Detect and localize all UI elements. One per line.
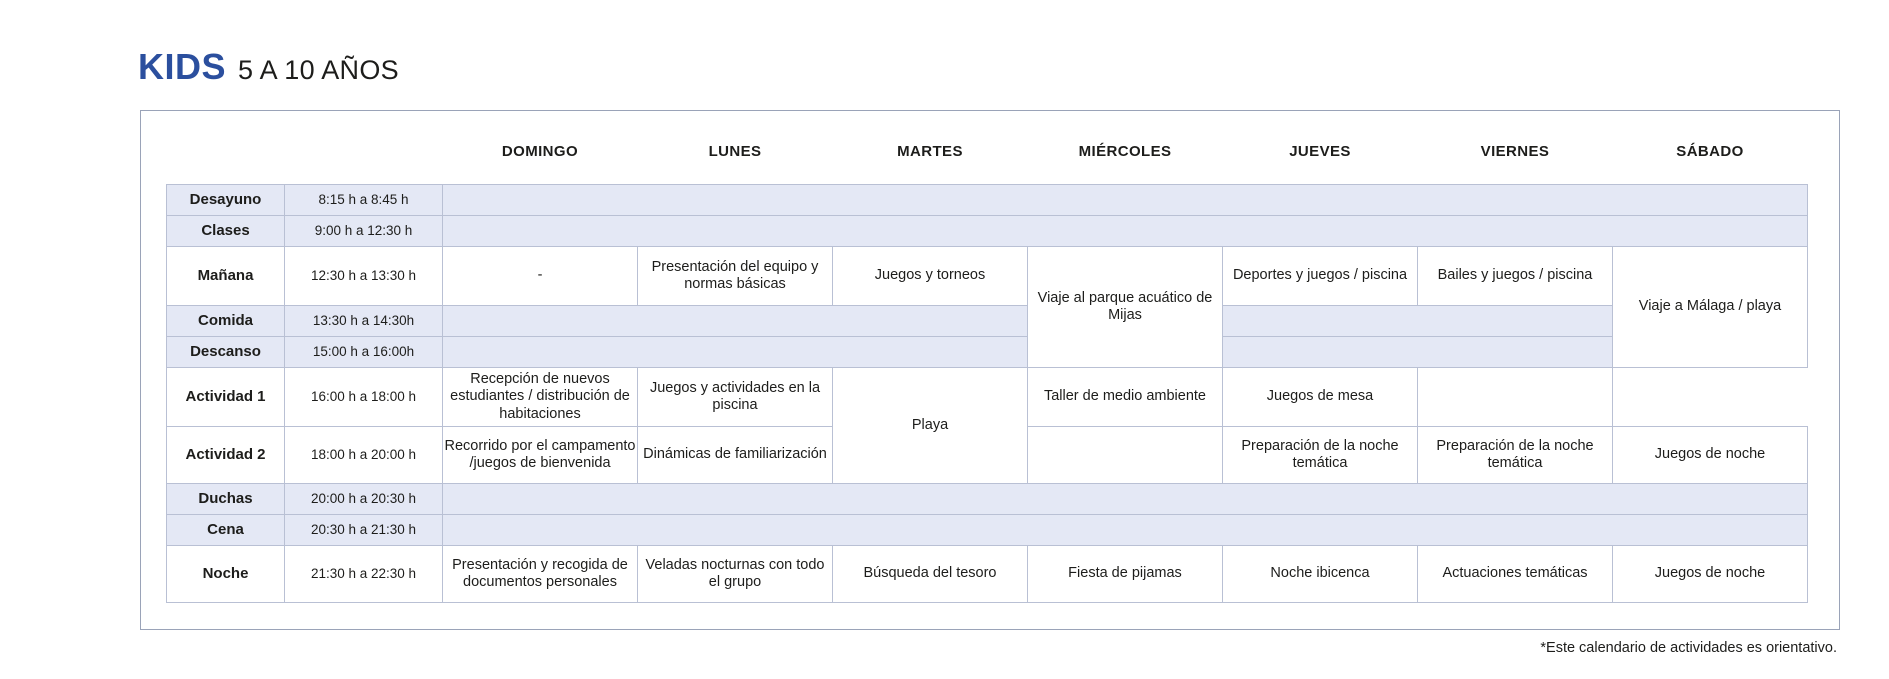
header-blank-label [167, 130, 285, 185]
row-span-cell-left [443, 306, 1028, 337]
row-time: 12:30 h a 13:30 h [285, 247, 443, 306]
cell-noche-viernes: Actuaciones temáticas [1418, 546, 1613, 603]
page-title-sub: 5 A 10 AÑOS [238, 55, 399, 85]
cell-actividad1-sabado [1418, 368, 1613, 427]
row-label: Mañana [167, 247, 285, 306]
day-header-lunes: LUNES [708, 143, 762, 160]
day-header-miercoles: MIÉRCOLES [1078, 143, 1172, 160]
table-row [167, 247, 1808, 306]
row-span-cell-left [443, 337, 1028, 368]
day-header-martes: MARTES [897, 143, 963, 160]
cell-actividad1-domingo: Recepción de nuevos estudiantes / distribución de habitaciones [443, 368, 638, 427]
row-span-cell [443, 515, 1808, 546]
table-row [167, 484, 1808, 515]
row-label: Descanso [167, 337, 285, 368]
row-time: 8:15 h a 8:45 h [285, 185, 443, 216]
table-row [167, 185, 1808, 216]
row-label: Noche [167, 546, 285, 603]
row-label: Desayuno [167, 185, 285, 216]
cell-actividad1-lunes: Juegos y actividades en la piscina [638, 368, 833, 427]
row-label: Clases [167, 216, 285, 247]
row-label: Actividad 2 [167, 427, 285, 484]
cell-actividad2-miercoles [1028, 427, 1223, 484]
cell-miercoles-viaje-parque-acuatico: Viaje al parque acuático de Mijas [1028, 247, 1223, 368]
day-header-domingo: DOMINGO [501, 143, 579, 160]
header-blank-time [285, 130, 443, 185]
cell-noche-domingo: Presentación y recogida de documentos personales [443, 546, 638, 603]
cell-manana-lunes: Presentación del equipo y normas básicas [638, 247, 833, 306]
cell-actividad1-viernes: Juegos de mesa [1223, 368, 1418, 427]
table-row [167, 216, 1808, 247]
cell-actividad1-jueves: Taller de medio ambiente [1028, 368, 1223, 427]
cell-noche-martes: Búsqueda del tesoro [833, 546, 1028, 603]
row-time: 18:00 h a 20:00 h [285, 427, 443, 484]
cell-actividad2-lunes: Dinámicas de familiarización [638, 427, 833, 484]
table-row [167, 546, 1808, 603]
row-label: Comida [167, 306, 285, 337]
table-header-row [167, 130, 1808, 185]
cell-manana-domingo: - [443, 247, 638, 306]
row-span-cell-right [1223, 306, 1613, 337]
day-header-sabado: SÁBADO [1676, 143, 1744, 160]
table-row [167, 306, 1808, 337]
row-time: 16:00 h a 18:00 h [285, 368, 443, 427]
schedule-table [166, 130, 1808, 603]
day-header-jueves: JUEVES [1289, 143, 1351, 160]
cell-martes-playa: Playa [833, 368, 1028, 484]
page-title-main: KIDS [138, 46, 227, 87]
cell-manana-martes: Juegos y torneos [833, 247, 1028, 306]
row-time: 9:00 h a 12:30 h [285, 216, 443, 247]
table-row [167, 337, 1808, 368]
row-span-cell [443, 484, 1808, 515]
cell-noche-miercoles: Fiesta de pijamas [1028, 546, 1223, 603]
row-time: 20:00 h a 20:30 h [285, 484, 443, 515]
cell-noche-lunes: Veladas nocturnas con todo el grupo [638, 546, 833, 603]
row-time: 21:30 h a 22:30 h [285, 546, 443, 603]
row-label: Actividad 1 [167, 368, 285, 427]
row-time: 13:30 h a 14:30h [285, 306, 443, 337]
cell-actividad2-sabado: Juegos de noche [1613, 427, 1808, 484]
cell-actividad2-domingo: Recorrido por el campamento /juegos de bienvenida [443, 427, 638, 484]
cell-noche-sabado: Juegos de noche [1613, 546, 1808, 603]
row-time: 15:00 h a 16:00h [285, 337, 443, 368]
cell-noche-jueves: Noche ibicenca [1223, 546, 1418, 603]
footer-note: *Este calendario de actividades es orientativo. [1540, 640, 1837, 656]
cell-manana-jueves: Deportes y juegos / piscina [1223, 247, 1418, 306]
table-row [167, 515, 1808, 546]
cell-manana-viernes: Bailes y juegos / piscina [1418, 247, 1613, 306]
row-span-cell [443, 216, 1808, 247]
page-title [138, 46, 399, 88]
cell-actividad2-viernes: Preparación de la noche temática [1418, 427, 1613, 484]
row-time: 20:30 h a 21:30 h [285, 515, 443, 546]
row-label: Cena [167, 515, 285, 546]
cell-sabado-viaje-malaga: Viaje a Málaga / playa [1613, 247, 1808, 368]
row-label: Duchas [167, 484, 285, 515]
table-row [167, 368, 1808, 427]
row-span-cell [443, 185, 1808, 216]
cell-actividad2-jueves: Preparación de la noche temática [1223, 427, 1418, 484]
row-span-cell-right [1223, 337, 1613, 368]
day-header-viernes: VIERNES [1480, 143, 1550, 160]
